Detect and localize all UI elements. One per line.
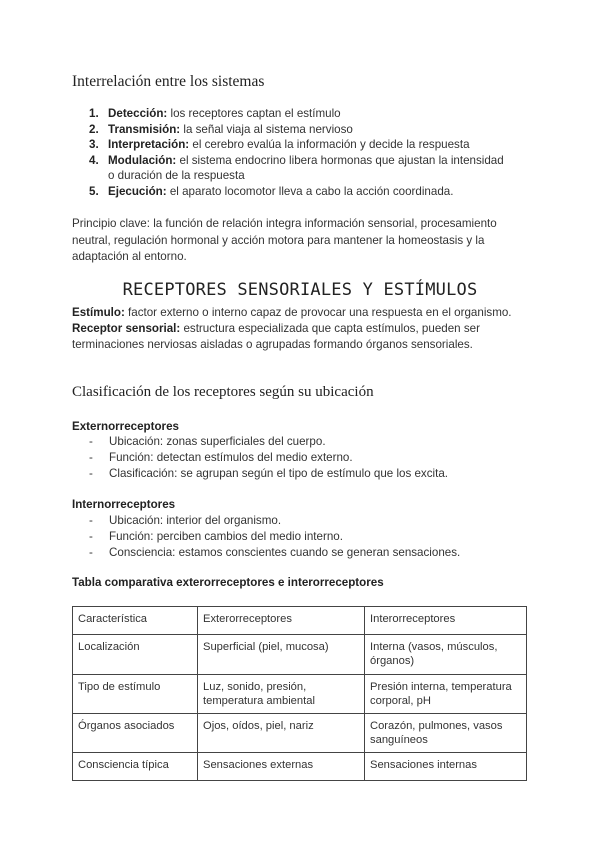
group-title-externorreceptores: Externorreceptores	[72, 420, 179, 433]
section-title-interrelacion: Interrelación entre los sistemas	[72, 73, 265, 90]
section-title-clasificacion: Clasificación de los receptores según su ubicación	[72, 384, 374, 400]
table-cell: Consciencia típica	[73, 753, 198, 781]
table-cell: Corazón, pulmones, vasos sanguíneos	[365, 714, 527, 753]
list-item	[72, 153, 512, 184]
step-text: el aparato locomotor lleva a cabo la acción coordinada.	[166, 184, 454, 198]
definition-term-receptor: Receptor sensorial:	[72, 321, 181, 335]
table-cell: Característica	[73, 607, 198, 635]
externorreceptores-list	[89, 434, 448, 481]
dash-bullet: -	[89, 450, 93, 464]
dash-bullet: -	[89, 514, 93, 527]
definitions	[72, 305, 527, 352]
table-row	[73, 675, 527, 714]
list-item: - Consciencia: estamos conscientes cuando se generan sensaciones.	[89, 545, 461, 559]
list-number: 1.	[89, 107, 99, 120]
table-cell: Órganos asociados	[73, 714, 198, 753]
table-cell: Exterorreceptores	[198, 607, 365, 635]
dash-bullet: -	[89, 466, 93, 480]
step-text: la señal viaja al sistema nervioso	[180, 122, 353, 136]
table-row	[73, 714, 527, 753]
list-item	[72, 137, 512, 153]
table-cell: Superficial (piel, mucosa)	[198, 635, 365, 675]
list-item: - Función: perciben cambios del medio interno.	[89, 529, 343, 543]
definition-term-estimulo: Estímulo:	[72, 306, 125, 319]
dash-bullet: -	[89, 529, 93, 543]
table-row	[73, 635, 527, 675]
list-item	[72, 184, 512, 200]
definition-text-estimulo: factor externo o interno capaz de provocar una respuesta en el organismo.	[124, 306, 512, 319]
step-term: Detección:	[108, 107, 168, 120]
table-cell: Luz, sonido, presión, temperatura ambiental	[198, 675, 365, 714]
list-number: 5.	[89, 184, 99, 198]
list-number: 3.	[89, 138, 99, 151]
list-number: 2.	[89, 122, 99, 136]
comparison-table	[72, 606, 527, 781]
list-item: - Ubicación: interior del organismo.	[89, 514, 282, 527]
dash-bullet: -	[89, 435, 93, 448]
table-cell: Sensaciones externas	[198, 753, 365, 781]
table-cell: Presión interna, temperatura corporal, pH	[365, 675, 527, 714]
list-item: - Clasificación: se agrupan según el tipo de estímulo que los excita.	[89, 466, 448, 480]
list-item: - Función: detectan estímulos del medio externo.	[89, 450, 353, 464]
step-text: los receptores captan el estímulo	[167, 107, 341, 120]
table-cell: Sensaciones internas	[365, 753, 527, 781]
definition-text-receptor: estructura especializada que capta estímulos, pueden ser terminaciones nerviosas aisladas o agrupadas formando órganos sensoriales.	[72, 321, 480, 351]
step-term: Interpretación:	[108, 138, 190, 151]
page-title-receptores: RECEPTORES SENSORIALES Y ESTÍMULOS	[122, 280, 478, 300]
table-row	[73, 753, 527, 781]
dash-bullet: -	[89, 545, 93, 559]
table-cell: Ojos, oídos, piel, nariz	[198, 714, 365, 753]
step-term: Modulación:	[108, 153, 177, 167]
table-cell: Localización	[73, 635, 198, 675]
step-text: el sistema endocrino libera hormonas que ajustan la intensidad o duración de la respuesta	[108, 153, 504, 182]
table-cell: Interorreceptores	[365, 607, 527, 635]
group-title-internorreceptores: Internorreceptores	[72, 498, 176, 511]
list-number: 4.	[89, 153, 99, 167]
internorreceptores-list	[89, 513, 460, 560]
table-title: Tabla comparativa exterorreceptores e interorreceptores	[72, 576, 384, 589]
table-header-row	[73, 607, 527, 635]
principle-paragraph: Principio clave: la función de relación integra información sensorial, procesamiento neutral, regulación hormonal y acción motora para mantener la homeostasis y la adaptación al entorno.	[72, 217, 497, 263]
step-term: Ejecución:	[108, 184, 167, 198]
list-item	[72, 106, 512, 122]
step-term: Transmisión:	[108, 122, 181, 136]
table-cell: Tipo de estímulo	[73, 675, 198, 714]
list-item	[72, 122, 512, 138]
list-item: - Ubicación: zonas superficiales del cuerpo.	[89, 435, 326, 448]
steps-list	[72, 106, 512, 199]
step-text: el cerebro evalúa la información y decide la respuesta	[189, 138, 470, 151]
table-cell: Interna (vasos, músculos, órganos)	[365, 635, 527, 675]
